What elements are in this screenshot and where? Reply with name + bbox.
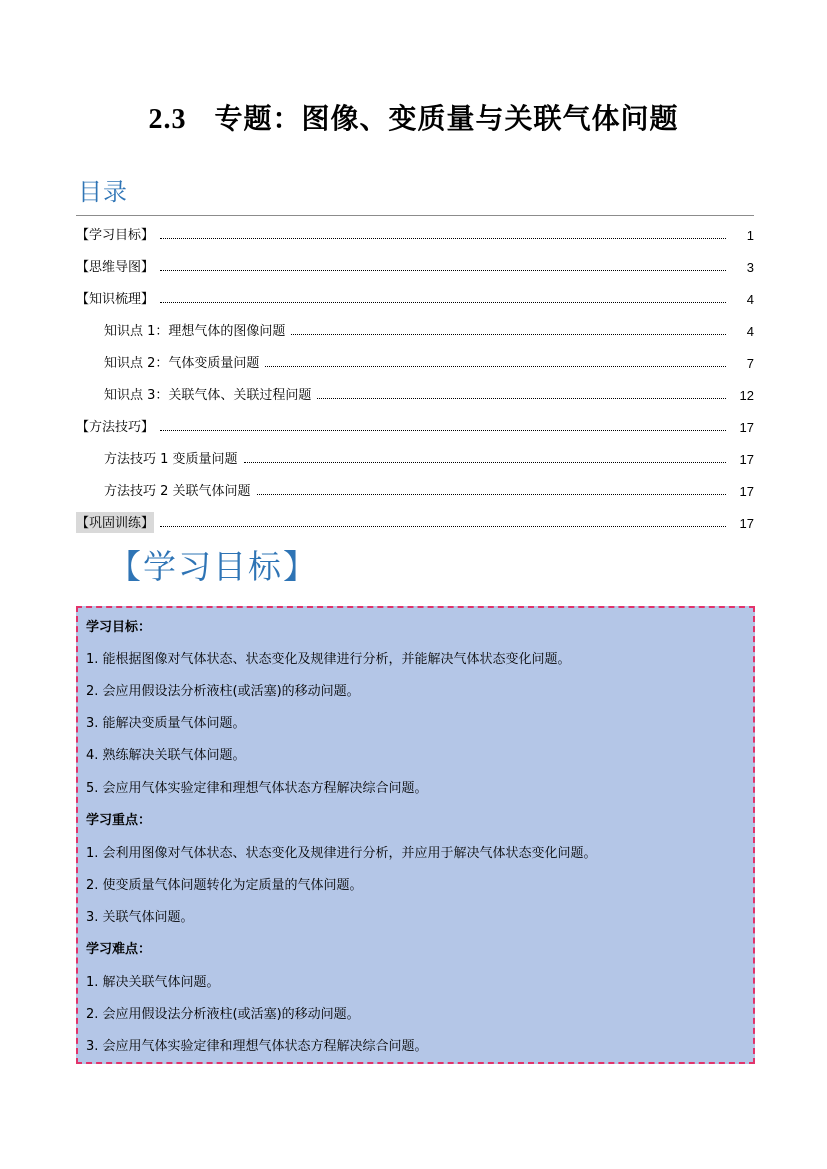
toc-leader-dots bbox=[160, 526, 726, 527]
objective-item: 3. 能解决变质量气体问题。 bbox=[86, 716, 246, 731]
difficulty-item: 3. 会应用气体实验定律和理想气体状态方程解决综合问题。 bbox=[86, 1039, 428, 1054]
toc-entry-label: 【知识梳理】 bbox=[76, 292, 155, 307]
table-of-contents bbox=[76, 213, 754, 533]
toc-leader-dots bbox=[160, 302, 726, 303]
toc-entry-page: 17 bbox=[739, 516, 754, 531]
toc-entry-label: 知识点 2：气体变质量问题 bbox=[104, 356, 260, 371]
difficulties-title: 学习难点： bbox=[86, 942, 152, 957]
section-heading-learning-goals: 【学习目标】 bbox=[108, 547, 318, 586]
toc-entry-page: 4 bbox=[746, 324, 754, 339]
toc-entry-page: 4 bbox=[746, 292, 754, 307]
toc-entry[interactable] bbox=[76, 405, 754, 437]
toc-entry-label: 【巩固训练】 bbox=[76, 512, 154, 533]
toc-entry-page: 17 bbox=[739, 452, 754, 467]
toc-subentry[interactable] bbox=[76, 469, 754, 501]
toc-entry-page: 12 bbox=[739, 388, 754, 403]
objective-item: 2. 会应用假设法分析液柱(或活塞)的移动问题。 bbox=[86, 684, 360, 699]
toc-entry-page: 1 bbox=[746, 228, 754, 243]
toc-entry-label: 【学习目标】 bbox=[76, 228, 155, 243]
toc-subentry[interactable] bbox=[76, 341, 754, 373]
toc-leader-dots bbox=[317, 398, 726, 399]
objectives-title: 学习目标： bbox=[86, 620, 152, 635]
toc-subentry[interactable] bbox=[76, 437, 754, 469]
toc-leader-dots bbox=[291, 334, 726, 335]
toc-leader-dots bbox=[244, 462, 726, 463]
objective-item: 4. 熟练解决关联气体问题。 bbox=[86, 748, 246, 763]
toc-entry-page: 17 bbox=[739, 484, 754, 499]
key-point-item: 2. 使变质量气体问题转化为定质量的气体问题。 bbox=[86, 878, 363, 893]
toc-entry-page: 17 bbox=[739, 420, 754, 435]
title-text: 专题：图像、变质量与关联气体问题 bbox=[214, 102, 679, 135]
toc-leader-dots bbox=[160, 238, 726, 239]
objective-item: 5. 会应用气体实验定律和理想气体状态方程解决综合问题。 bbox=[86, 781, 428, 796]
key-point-item: 3. 关联气体问题。 bbox=[86, 910, 194, 925]
learning-goals-box bbox=[76, 606, 755, 1064]
section-number: 2.3 bbox=[148, 104, 187, 135]
toc-entry-label: 知识点 3：关联气体、关联过程问题 bbox=[104, 388, 312, 403]
document-title bbox=[0, 97, 827, 137]
toc-entry[interactable] bbox=[76, 277, 754, 309]
difficulty-item: 2. 会应用假设法分析液柱(或活塞)的移动问题。 bbox=[86, 1007, 360, 1022]
key-points-title: 学习重点： bbox=[86, 813, 152, 828]
toc-entry[interactable] bbox=[76, 245, 754, 277]
toc-entry-label: 方法技巧 2 关联气体问题 bbox=[104, 484, 251, 499]
toc-subentry[interactable] bbox=[76, 373, 754, 405]
toc-entry-label: 【思维导图】 bbox=[76, 260, 155, 275]
toc-entry[interactable] bbox=[76, 501, 754, 533]
toc-entry-page: 7 bbox=[746, 356, 754, 371]
toc-entry-label: 方法技巧 1 变质量问题 bbox=[104, 452, 238, 467]
toc-leader-dots bbox=[160, 270, 726, 271]
difficulty-item: 1. 解决关联气体问题。 bbox=[86, 975, 220, 990]
toc-leader-dots bbox=[265, 366, 726, 367]
toc-entry-label: 【方法技巧】 bbox=[76, 420, 155, 435]
key-point-item: 1. 会利用图像对气体状态、状态变化及规律进行分析，并应用于解决气体状态变化问题。 bbox=[86, 846, 597, 861]
toc-heading: 目录 bbox=[78, 178, 128, 206]
toc-leader-dots bbox=[160, 430, 726, 431]
toc-entry[interactable] bbox=[76, 213, 754, 245]
objective-item: 1. 能根据图像对气体状态、状态变化及规律进行分析，并能解决气体状态变化问题。 bbox=[86, 652, 571, 667]
toc-entry-page: 3 bbox=[746, 260, 754, 275]
toc-subentry[interactable] bbox=[76, 309, 754, 341]
toc-leader-dots bbox=[257, 494, 726, 495]
toc-entry-label: 知识点 1：理想气体的图像问题 bbox=[104, 324, 286, 339]
